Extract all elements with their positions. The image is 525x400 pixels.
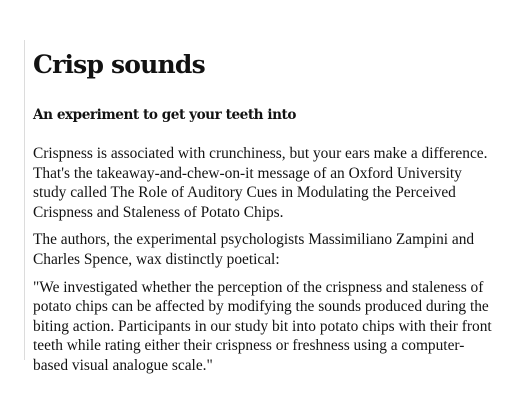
headline: Crisp sounds (33, 50, 205, 79)
article (24, 40, 496, 374)
article-body (33, 144, 496, 376)
body-paragraph: The authors, the experimental psychologists Massimiliano Zampini and Charles Spence, wax distinctly poetical: (33, 231, 475, 268)
standfirst: An experiment to get your teeth into (33, 107, 296, 123)
body-quote-paragraph: "We investigated whether the perception of the crispness and staleness of potato chips can be affected by modifying the sounds produced during the biting action. Participants in our study bit into potato chips with their front teeth while rating either their crispness or freshness using a computer-based visual analogue scale." (33, 278, 492, 374)
body-paragraph: Crispness is associated with crunchiness, but your ears make a difference. That's the takeaway-and-chew-on-it message of an Oxford University study called The Role of Auditory Cues in Modulating the Perceived Crispness and Staleness of Potato Chips. (33, 145, 488, 221)
